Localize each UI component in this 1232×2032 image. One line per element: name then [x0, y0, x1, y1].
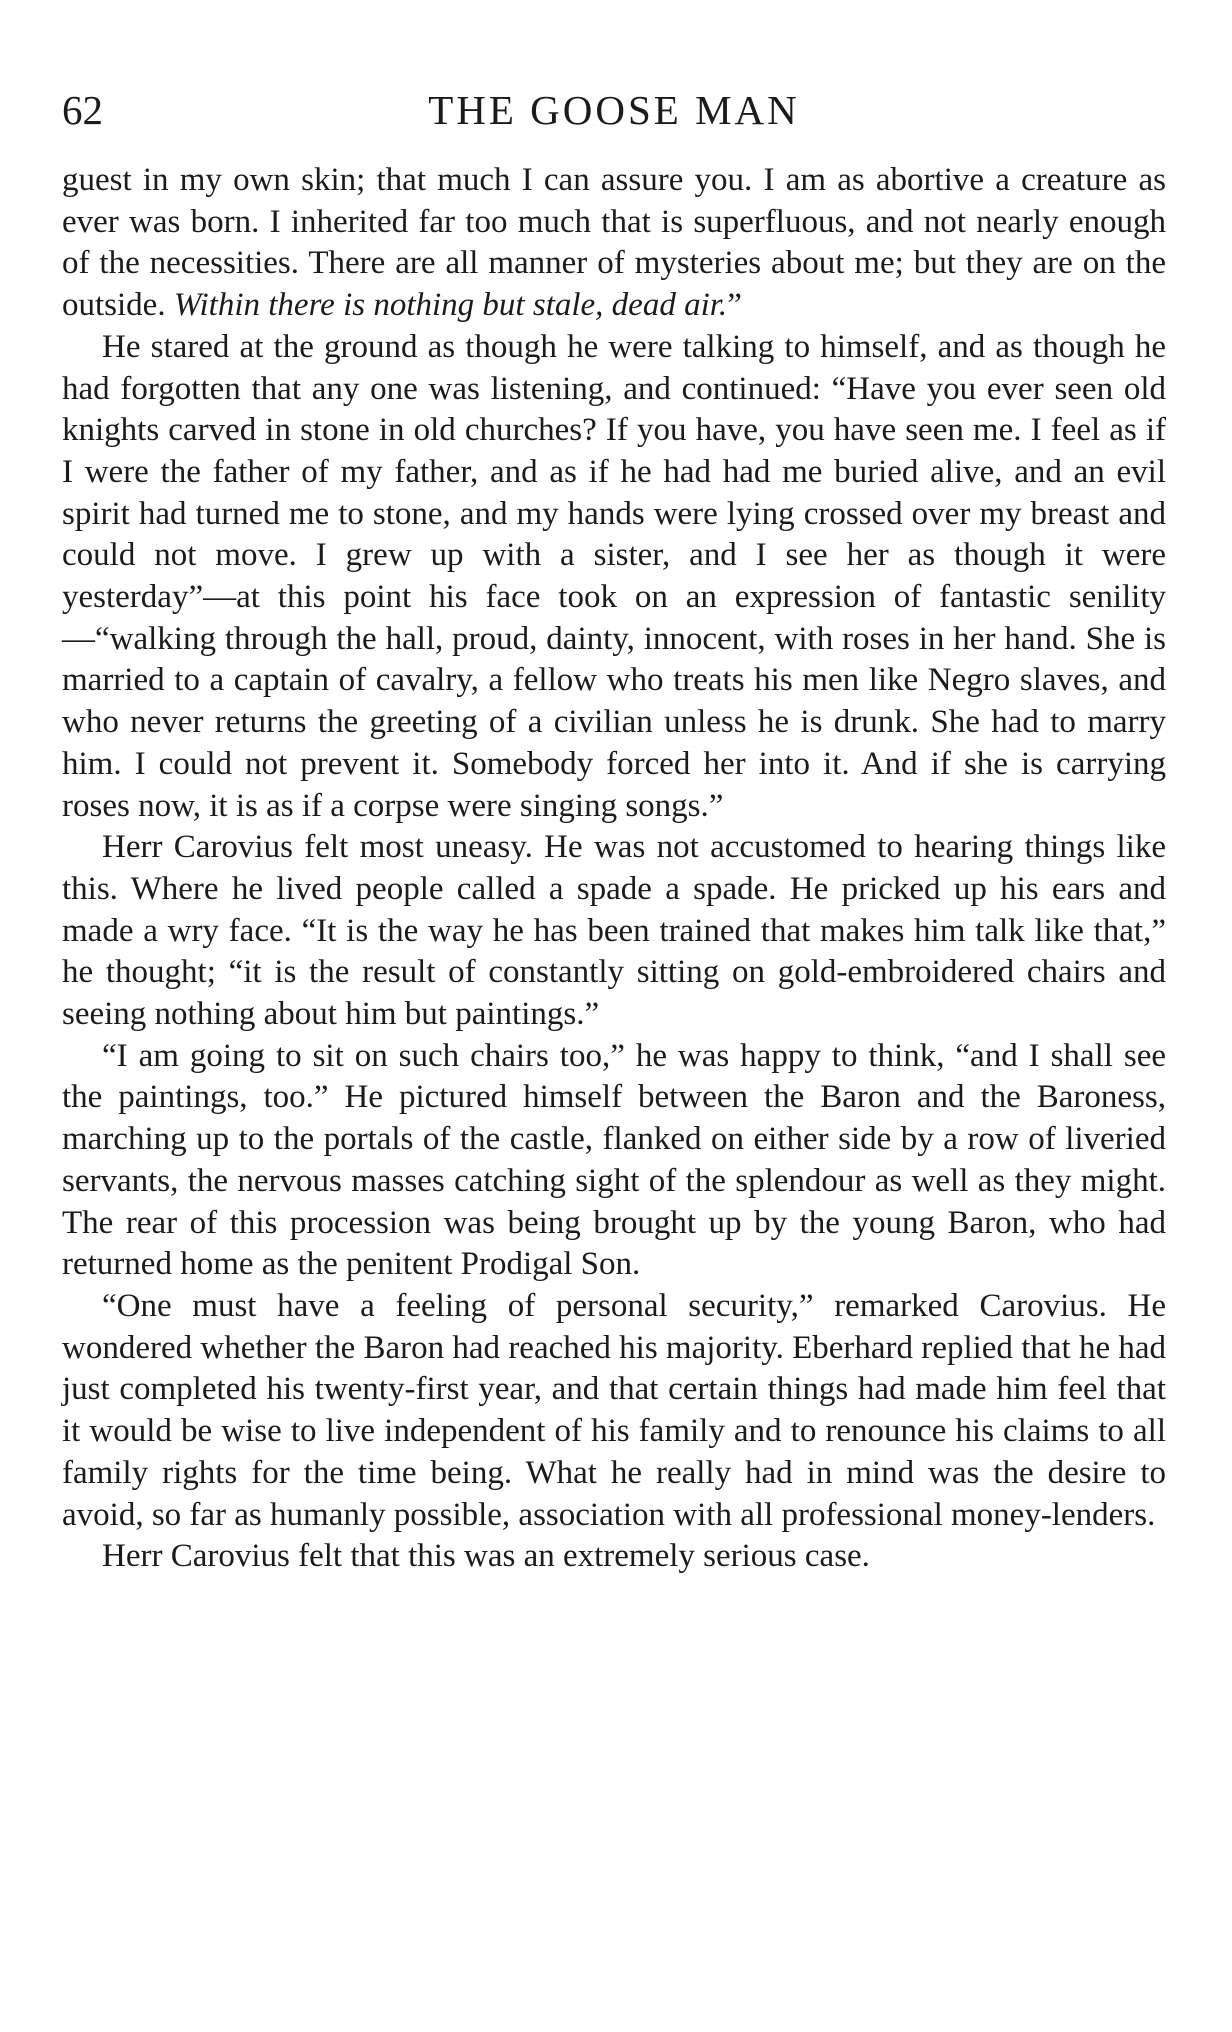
- paragraph-continuation: [62, 160, 1166, 327]
- running-title: THE GOOSE MAN: [428, 87, 800, 133]
- italic-phrase: Within there is nothing but stale, dead air.: [173, 287, 728, 324]
- page-number: 62: [62, 87, 103, 133]
- paragraph: Herr Carovius felt that this was an extremely serious case.: [102, 1538, 870, 1575]
- paragraph-lead-text: guest in my own skin; that much I can assure you. I am as abortive a creature as ever was born. I inherited far too much that is superfluous, and not nearly enough of the necessities. There are all manner of mysteries about me; but they are on the outside.: [62, 162, 1166, 324]
- paragraph: Herr Carovius felt most uneasy. He was not accustomed to hearing things like this. Where he lived people called a spade a spade. He pricked up his ears and made a wry face. “It is the way he has been trained that makes him talk like that,” he thought; “it is the result of constantly sitting on gold-embroidered chairs and seeing nothing about him but paintings.”: [62, 829, 1166, 1033]
- paragraph: “One must have a feeling of personal security,” remarked Carovius. He wondered whether the Baron had reached his majority. Eberhard replied that he had just completed his twenty-first year, and that certain things had made him feel that it would be wise to live independent of his family and to renounce his claims to all family rights for the time being. What he really had in mind was the desire to avoid, so far as humanly possible, association with all professional money-lenders.: [62, 1287, 1166, 1533]
- closing-quote: ”: [727, 287, 742, 324]
- paragraph: “I am going to sit on such chairs too,” he was happy to think, “and I shall see the paintings, too.” He pictured himself between the Baron and the Baroness, marching up to the portals of the castle, flanked on either side by a row of liveried servants, the nervous masses catching sight of the splendour as well as they might. The rear of this procession was being brought up by the young Baron, who had returned home as the penitent Prodigal Son.: [62, 1037, 1166, 1283]
- running-head: [62, 86, 1166, 146]
- book-page: [62, 86, 1166, 1578]
- paragraph: He stared at the ground as though he were talking to himself, and as though he had forgotten that any one was listening, and continued: “Have you ever seen old knights carved in stone in old churches? If you have, you have seen me. I feel as if I were the father of my father, and as if he had had me buried alive, and an evil spirit had turned me to stone, and my hands were lying crossed over my breast and could not move. I grew up with a sister, and I see her as though it were yesterday”—at this point his face took on an expression of fantastic senility—“walking through the hall, proud, dainty, innocent, with roses in her hand. She is married to a captain of cavalry, a fellow who treats his men like Negro slaves, and who never returns the greeting of a civilian unless he is drunk. She had to marry him. I could not prevent it. Somebody forced her into it. And if she is carrying roses now, it is as if a corpse were singing songs.”: [62, 328, 1166, 824]
- body-text: [62, 160, 1166, 1578]
